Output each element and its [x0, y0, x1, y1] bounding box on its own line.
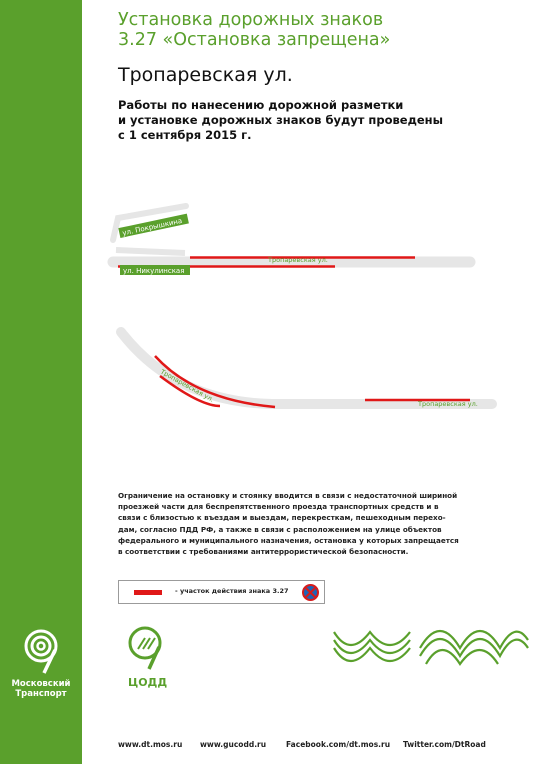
moscow-transport-logo	[8, 625, 74, 699]
legend-red-bar	[134, 590, 162, 595]
paragraph-line: проезжей части для беспрепятственного проезда транспортных средств и в	[118, 502, 439, 512]
map-2	[121, 332, 492, 408]
legend-box	[118, 580, 325, 604]
footer-link-twitter[interactable]: Twitter.com/DtRoad	[403, 740, 486, 749]
info-line2: и установке дорожных знаков будут проведены	[118, 113, 444, 127]
restriction-paragraph	[118, 490, 516, 557]
paragraph-line: Ограничение на остановку и стоянку вводится в связи с недостаточной шириной	[118, 491, 458, 500]
paragraph-line: в соответствии с требованиями антитеррористической безопасности.	[118, 547, 409, 557]
metro-ornament-icon	[330, 618, 530, 674]
footer-link-dt[interactable]: www.dt.mos.ru	[118, 740, 183, 749]
codd-text: ЦОДД	[128, 676, 168, 689]
title-line1: Установка дорожных знаков	[118, 10, 384, 30]
paragraph-line: федерального и муниципального назначения, остановка у которых запрещается	[118, 535, 459, 545]
footer-link-facebook[interactable]: Facebook.com/dt.mos.ru	[286, 740, 391, 749]
paragraph-line: дам, согласно ПДД РФ, а также в связи с расположением на улице объектов	[118, 524, 442, 534]
moscow-transport-line2: Транспорт	[15, 689, 67, 699]
info-line1: Работы по нанесению дорожной разметки	[118, 98, 404, 112]
street-name: Тропаревская ул.	[118, 64, 293, 86]
moscow-transport-line1: Московский	[11, 679, 71, 689]
moscow-transport-logo-icon	[16, 625, 66, 675]
troparevskaya-label-1: Тропаревская ул.	[268, 256, 328, 264]
troparevskaya-label-3: Тропаревская ул.	[418, 400, 478, 408]
troparevskaya-label-2: Тропаревская ул.	[159, 367, 216, 404]
troparevskaya-road-2	[121, 332, 492, 404]
info-line3: с 1 сентября 2015 г.	[118, 128, 252, 142]
map-1	[113, 206, 470, 275]
codd-logo-icon	[118, 622, 178, 670]
nikulinskaya-label: ул. Никулинская	[123, 267, 185, 275]
paragraph-line: связи с близостью к въездам и выездам, перекресткам, пешеходным перехо-	[118, 513, 446, 523]
pokryshkina-label: ул. Покрышкина	[121, 216, 183, 238]
junction-road	[116, 250, 185, 253]
no-stopping-sign-icon	[302, 584, 319, 601]
title-line2: 3.27 «Остановка запрещена»	[118, 30, 391, 50]
legend-text: - участок действия знака 3.27	[175, 587, 289, 595]
footer-link-gucodd[interactable]: www.gucodd.ru	[200, 740, 267, 749]
codd-logo	[118, 622, 178, 689]
